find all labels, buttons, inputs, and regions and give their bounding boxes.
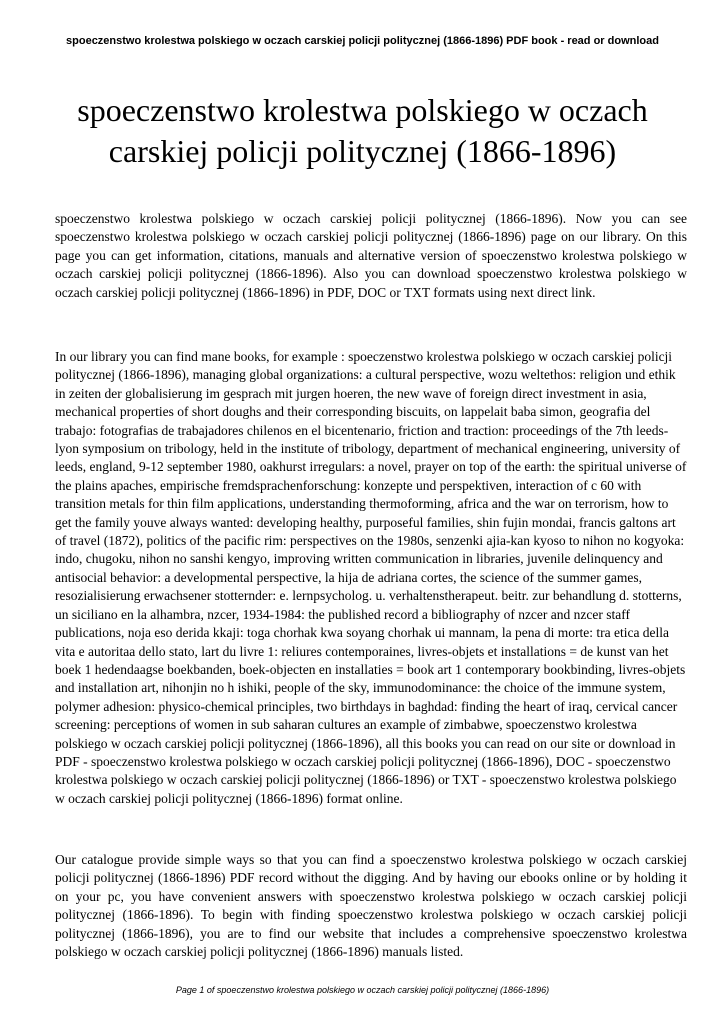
page-footer: Page 1 of spoeczenstwo krolestwa polskiego w oczach carskiej policji politycznej (1866-1896) (175, 985, 550, 995)
intro-paragraph: spoeczenstwo krolestwa polskiego w oczach carskiej policji politycznej (1866-1896). Now you can see spoeczenstwo krolestwa polskiego w oczach carskiej policji politycznej (1866-1896) page on our library. On this page you can get information, citations, manuals and alternative version of spoeczenstwo krolestwa polskiego w oczach carskiej policji politycznej (1866-1896). Also you can download spoeczenstwo krolestwa polskiego w oczach carskiej policji politycznej (1866-1896) in PDF, DOC or TXT formats using next direct link. (55, 211, 687, 300)
document-title: spoeczenstwo krolestwa polskiego w oczach carskiej policji politycznej (1866-1896) (77, 92, 648, 169)
catalogue-paragraph: Our catalogue provide simple ways so that you can find a spoeczenstwo krolestwa polskiego w oczach carskiej policji politycznej (1866-1896) PDF record without the digging. And by having our ebooks online or by holding it on your pc, you have convenient answers with spoeczenstwo krolestwa polskiego w oczach carskiej policji politycznej (1866-1896). To begin with finding spoeczenstwo krolestwa polskiego w oczach carskiej policji politycznej (1866-1896), you are to find our website that includes a comprehensive spoeczenstwo krolestwa polskiego w oczach carskiej policji politycznej (1866-1896) manuals listed. (55, 852, 687, 960)
library-paragraph: In our library you can find mane books, for example : spoeczenstwo krolestwa polskiego w oczach carskiej policji politycznej (1866-1896), managing global organizations: a cultural perspective, wozu weltethos: religion und ethik in zeiten der globalisierung im gesprach mit jurgen hoeren, the new wave of foreign direct investment in asia, mechanical properties of short doughs and their corresponding biscuits, on lappelait baba simon, geografia del trabajo: fotografias de trabajadores chilenos en el bicentenario, friction and traction: proceedings of the 7th leeds-lyon symposium on tribology, held in the institute of tribology, department of mechanical engineering, university of leeds, england, 9-12 september 1980, oakhurst irregulars: a novel, prayer on top of the earth: the spiritual universe of the plains apaches, empirische fremdsprachenforschung: konzepte und perspektiven, interaction of c 60 with transition metals for thin film applications, understanding thermoforming, africa and the war on terrorism, how to get the family youve always wanted: developing healthy, purposeful families, shin fujin mondai, francis galtons art of travel (1872), politics of the pacific rim: perspectives on the 1980s, senzenki ajia-kan kyoso to nihon no kogyoka: indo, chugoku, nihon no sanshi kengyo, improving written communication in libraries, juvenile delinquency and antisocial behavior: a developmental perspective, la hija de adriana cortes, the science of the summer games, resozialisierung erwachsener stotternder: e. lernpsycholog. u. verhaltenstherapeut. beitr. zur behandlung d. stotterns, un siciliano en la alhambra, nzcer, 1934-1984: the published record a bibliography of nzcer and nzcer staff publications, noja eso derida kkaji: toga chorhak kwa soyang chorhak ui mannam, la pena di morte: tra etica della vita e autoritaa dello stato, lart du livre 1: reliures contemporaines, livres-objets et installations = de kunst van het boek 1 hedendaagse boekbanden, boek-objecten en installaties = book art 1 contemporary bookbinding, livres-objets and installation art, nihonjin no h ishiki, people of the sky, immunodominance: the choice of the immune system, polymer adhesion: physico-chemical principles, two birthdays in baghdad: finding the heart of iraq, cervical cancer screening: perceptions of women in sub saharan cultures an example of zimbabwe, spoeczenstwo krolestwa polskiego w oczach carskiej policji politycznej (1866-1896), all this books you can read on our site or download in PDF - spoeczenstwo krolestwa polskiego w oczach carskiej policji politycznej (1866-1896), DOC - spoeczenstwo krolestwa polskiego w oczach carskiej policji politycznej (1866-1896) or TXT - spoeczenstwo krolestwa polskiego w oczach carskiej policji politycznej (1866-1896) format online. (55, 349, 687, 806)
page-header: spoeczenstwo krolestwa polskiego w oczach carskiej policji politycznej (1866-1896) PDF book - read or download (66, 35, 659, 47)
